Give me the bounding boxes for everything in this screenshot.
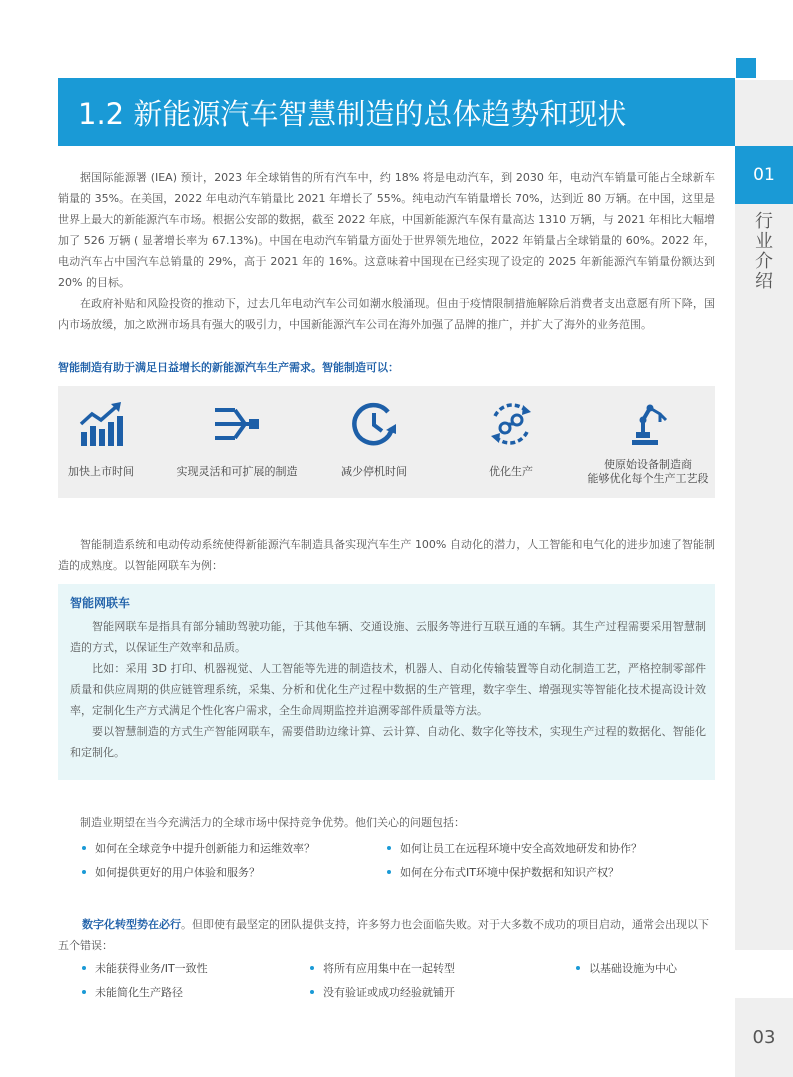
benefit-label: 使原始设备制造商 xyxy=(604,458,692,471)
box-paragraph: 比如：采用 3D 打印、机器视觉、人工智能等先进的制造技术，机器人、自动化传输装置等自动化制造工艺，严格控制零部件质量和供应周期的供应链管理系统，采集、分析和优化生产过程中数据的生产管理，数字孪生、增强现实等智能化技术提高设计效率，定制化生产方式满足个性化客户需求，全生命周期监控并追溯零部件质量等方法。 xyxy=(70,662,706,717)
concern-item xyxy=(387,840,642,856)
concerns-intro: 制造业期望在当今充满活力的全球市场中保持竞争优势。他们关心的问题包括： xyxy=(80,816,465,829)
digital-transformation-paragraph xyxy=(58,914,715,956)
concern-text: 如何提供更好的用户体验和服务？ xyxy=(95,866,260,879)
mistake-item xyxy=(82,984,183,1000)
optimize-cycle-icon xyxy=(487,400,535,448)
benefit-item xyxy=(576,386,720,498)
benefit-label: 实现灵活和可扩展的制造 xyxy=(176,465,298,478)
growth-chart-icon xyxy=(77,400,125,448)
section-label xyxy=(735,212,793,292)
bullet-dot xyxy=(82,990,86,994)
section-label-char: 业 xyxy=(755,231,773,252)
concern-item xyxy=(387,864,619,880)
mistake-item xyxy=(310,960,455,976)
mistake-text: 将所有应用集中在一起转型 xyxy=(323,962,455,975)
bullet-dot xyxy=(387,846,391,850)
mistake-text: 以基础设施为中心 xyxy=(589,962,677,975)
concern-text: 如何在分布式IT环境中保护数据和知识产权？ xyxy=(400,866,619,879)
robot-arm-icon xyxy=(624,400,672,448)
bullet-dot xyxy=(82,870,86,874)
digital-rest: 。但即使有最坚定的团队提供支持，许多努力也会面临失败。对于大多数不成功的项目启动，通常会出现以下五个错误： xyxy=(58,918,709,952)
digital-bold: 数字化转型势在必行 xyxy=(82,918,181,931)
box-paragraph: 要以智慧制造的方式生产智能网联车，需要借助边缘计算、云计算、自动化、数字化等技术，实现生产过程的数据化、智能化和定制化。 xyxy=(70,725,706,759)
benefit-item xyxy=(58,386,144,498)
concern-item xyxy=(82,864,260,880)
section-label-char: 绍 xyxy=(755,271,773,292)
section-label-char: 介 xyxy=(755,251,773,272)
concern-text: 如何让员工在远程环境中安全高效地研发和协作？ xyxy=(400,842,642,855)
page-title: 1.2 新能源汽车智慧制造的总体趋势和现状 xyxy=(58,78,735,146)
mistake-text: 未能获得业务/IT一致性 xyxy=(95,962,208,975)
connected-vehicle-box xyxy=(58,584,715,780)
mistake-item xyxy=(82,960,208,976)
mistake-text: 未能简化生产路径 xyxy=(95,986,183,999)
concern-item xyxy=(82,840,315,856)
flexible-flow-icon xyxy=(213,400,261,448)
mistake-item xyxy=(576,960,677,976)
market-paragraph: 在政府补贴和风险投资的推动下，过去几年电动汽车公司如潮水般涌现。但由于疫情限制措施解除后消费者支出意愿有所下降，国内市场放缓，加之欧洲市场具有强大的吸引力，中国新能源汽车公司在海外加强了品牌的推广，并扩大了海外的业务范围。 xyxy=(58,297,715,331)
benefit-label: 能够优化每个生产工艺段 xyxy=(587,472,709,485)
mistake-item xyxy=(310,984,455,1000)
smart-manufacturing-highlight: 智能制造有助于满足日益增长的新能源汽车生产需求。智能制造可以： xyxy=(58,361,399,374)
clock-icon xyxy=(350,400,398,448)
section-label-char: 行 xyxy=(755,211,773,232)
box-title: 智能网联车 xyxy=(70,596,131,610)
box-paragraph: 智能网联车是指具有部分辅助驾驶功能，于其他车辆、交通设施、云服务等进行互联互通的车辆。其生产过程需要采用智慧制造的方式，以保证生产效率和品质。 xyxy=(70,620,706,654)
benefit-item xyxy=(472,386,550,498)
bullet-dot xyxy=(82,846,86,850)
benefit-item xyxy=(328,386,420,498)
section-number: 01 xyxy=(735,146,793,204)
automation-paragraph: 智能制造系统和电动传动系统使得新能源汽车制造具备实现汽车生产 100% 自动化的潜力，人工智能和电气化的进步加速了智能制造的成熟度。以智能网联车为例： xyxy=(58,538,715,572)
mistake-text: 没有验证或成功经验就铺开 xyxy=(323,986,455,999)
benefits-strip xyxy=(58,386,715,498)
intro-paragraph: 据国际能源署 (IEA) 预计，2023 年全球销售的所有汽车中，约 18% 将是电动汽车，到 2030 年，电动汽车销量可能占全球新车销量的 35%。在美国，2022 年电动汽车销量比 2021 年增长了 55%。纯电动汽车销量增长 70%，达到近 80 万辆。在中国，这里是世界上最大的新能源汽车市场。根据公安部的数据，截至 2022 年底，中国新能源汽车保有量高达 1310 万辆，与 2021 年相比大幅增加了 526 万辆 ( 显著增长率为 67.13%)。中国在电动汽车销量方面处于世界领先地位，2022 年销量占全球销量的 60%。2022 年，电动汽车占中国汽车总销量的 29%，高于 2021 年的 16%。这意味着中国现在已经实现了设定的 2025 年新能源汽车销量份额达到 20% 的目标。 xyxy=(58,171,715,289)
concern-text: 如何在全球竞争中提升创新能力和运维效率？ xyxy=(95,842,315,855)
bullet-dot xyxy=(310,966,314,970)
bullet-dot xyxy=(310,990,314,994)
page-number: 03 xyxy=(735,998,793,1077)
bullet-dot xyxy=(387,870,391,874)
bullet-dot xyxy=(576,966,580,970)
benefit-label: 优化生产 xyxy=(489,465,533,478)
bullet-dot xyxy=(82,966,86,970)
benefit-item xyxy=(168,386,306,498)
corner-accent-square xyxy=(736,58,756,78)
benefit-label: 减少停机时间 xyxy=(341,465,407,478)
benefit-label: 加快上市时间 xyxy=(68,465,134,478)
